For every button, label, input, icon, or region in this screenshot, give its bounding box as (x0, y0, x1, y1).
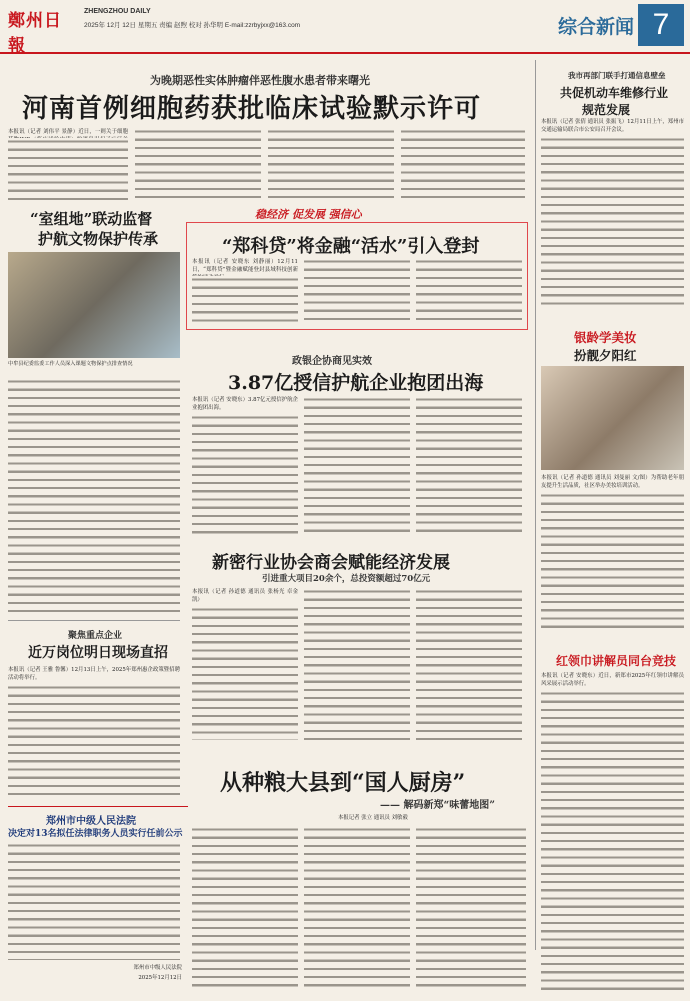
vehicle-body (541, 136, 684, 308)
grain-body-col-2 (304, 826, 410, 992)
loan-body-col-2 (304, 258, 410, 324)
lead-kicker: 为晚期恶性实体肿瘤伴恶性腹水患者带来曙光 (150, 74, 370, 87)
lead-headline: 河南首例细胞药获批临床试验默示许可 (22, 94, 482, 124)
grain-byline: 本报记者 张立 通讯员 刘敏毅 (338, 815, 408, 821)
lead-body-col-1 (8, 138, 128, 200)
newspaper-pinyin: ZHENGZHOU DAILY (84, 8, 151, 15)
jobs-byline: 本报讯（记者 王雅 鲁馨）12月13日上午，2025年郑州惠企政策暨招聘活动将举行。 (8, 667, 180, 682)
grain-body-col-1 (192, 826, 298, 992)
column-divider (535, 60, 536, 950)
court-headline-2: 决定对13名拟任法律职务人员实行任前公示 (8, 829, 183, 839)
court-date: 2025年12月12日 (138, 975, 182, 981)
grain-body-col-3 (416, 826, 526, 992)
theme-banner: 稳经济 促发展 强信心 (255, 208, 362, 221)
export-kicker: 政银企协商见实效 (292, 356, 372, 367)
court-signoff: 郑州市中级人民法院 (133, 965, 182, 971)
supervision-headline-1: “室组地”联动监督 (30, 210, 153, 228)
loan-byline: 本报讯（记者 安晓东 刘静丽）12月11日，“郑科贷”暨金融赋能登封县域科技创新 (192, 259, 298, 274)
loan-body-col-3 (416, 258, 522, 324)
lead-body-col-4 (401, 128, 525, 200)
beauty-photo (541, 366, 684, 470)
beauty-byline: 本报讯（记者 孙道德 通讯员 刘曼丽 文/图）为帮助老年朋友提升生活品质，社区举办美妆培训活动。 (541, 475, 684, 490)
vehicle-headline-2: 规范发展 (582, 103, 631, 117)
supervision-headline-2: 护航文物保护传承 (38, 230, 159, 248)
court-headline-1: 郑州市中级人民法院 (46, 816, 136, 827)
court-notice-rule (8, 806, 188, 807)
export-byline: 本报讯（记者 安晓东）3.87亿元授信护航企业抱团出海。 (192, 397, 298, 412)
export-body-col-3 (416, 396, 522, 538)
newspaper-logo: 鄭州日報 (8, 11, 62, 56)
section-name: 综合新闻 (558, 16, 635, 38)
jobs-kicker: 聚焦重点企业 (68, 631, 123, 641)
lead-body-col-2 (135, 128, 261, 200)
export-body-col-2 (304, 396, 410, 538)
issue-info: 2025年 12月 12日 星期五 责编 赵煦 校对 孙华明 E-mail:zzrbyjxx@163.com (84, 22, 301, 29)
loan-headline: “郑科贷”将金融“活水”引入登封 (222, 236, 480, 257)
cooperation-subheadline: 引进重大项目20余个，总投资额超过70亿元 (262, 574, 431, 584)
cooperation-body-col-1 (192, 606, 298, 740)
beauty-body (541, 492, 684, 630)
lecture-byline: 本报讯（记者 安晓东）近日，新郑市2025年红领巾讲解员风采展示活动举行。 (541, 673, 684, 688)
beauty-headline-2: 扮靓夕阳红 (574, 348, 637, 363)
vehicle-kicker: 我市再部门联手打通信息壁垒 (568, 71, 666, 80)
jobs-headline: 近万岗位明日现场直招 (28, 645, 168, 661)
supervision-body (8, 378, 180, 616)
export-body-col-1 (192, 414, 298, 538)
grain-headline: 从种粮大县到“国人厨房” (220, 770, 466, 796)
export-headline: 3.87亿授信护航企业抱团出海 (228, 372, 484, 394)
lecture-headline: 红领巾讲解员同台竞技 (556, 654, 677, 668)
lead-body-col-3 (268, 128, 394, 200)
jobs-body (8, 684, 180, 800)
page-number: 7 (638, 4, 684, 46)
cooperation-headline: 新密行业协会商会赋能经济发展 (212, 553, 450, 573)
cooperation-body-col-3 (416, 588, 522, 740)
beauty-headline-1: 银龄学美妆 (574, 330, 637, 345)
grain-subheadline: —— 解码新郑“味蕾地图” (380, 800, 495, 811)
lead-byline: 本报讯（记者 刘伟平 景静）近日，一则关于细胞 (8, 129, 128, 135)
lecture-body (541, 690, 684, 992)
court-body (8, 842, 180, 960)
supervision-photo-caption: 中牟县纪委监委工作人员深入课题文物保护点排查情况 (8, 361, 133, 367)
cooperation-byline: 本报讯（记者 孙道德 通讯员 张杨光 卓金凯） (192, 589, 298, 604)
vehicle-byline: 本报讯（记者 张倩 通讯员 张振飞）12月11日上午，郑州市交通运输局联合市公安局召开会议。 (541, 119, 684, 134)
supervision-photo (8, 252, 180, 358)
section-divider (8, 620, 180, 621)
loan-body-col-1 (192, 276, 298, 324)
cooperation-body-col-2 (304, 588, 410, 740)
vehicle-headline-1: 共促机动车维修行业 (560, 86, 669, 100)
